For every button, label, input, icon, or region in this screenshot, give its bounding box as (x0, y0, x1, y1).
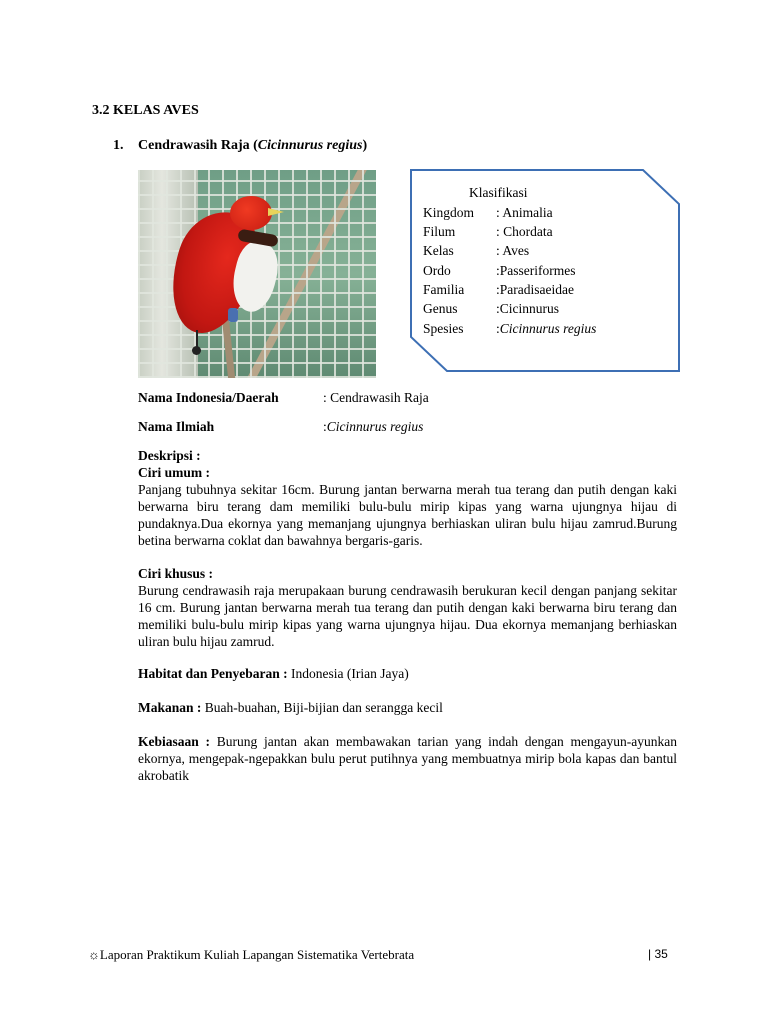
makanan-value: Buah-buahan, Biji-bijian dan serangga kecil (201, 700, 443, 715)
classification-row-kelas (423, 243, 529, 259)
item-close: ) (362, 138, 368, 153)
classification-value: :Passeriformes (496, 263, 576, 278)
item-title (113, 138, 367, 154)
bird-photo (138, 170, 376, 378)
ciri-umum-label: Ciri umum : (138, 465, 210, 480)
habitat-line (138, 665, 677, 682)
classification-row-filum (423, 224, 553, 240)
ciri-khusus-label: Ciri khusus : (138, 566, 214, 581)
classification-value: :Cicinnurus (496, 301, 559, 316)
classification-value: : Aves (496, 243, 530, 258)
item-number: 1. (113, 138, 124, 153)
page-number: | 35 (648, 947, 668, 961)
nama-ilmiah-prefix: : (323, 419, 327, 434)
classification-value: :Paradisaeidae (496, 282, 574, 297)
ciri-umum-text: Panjang tubuhnya sekitar 16cm. Burung jantan berwarna merah tua terang dan putih dengan kaki berwarna biru terang dam memiliki bulu-bulu mirip kipas yang warna ujungnya hijau di pundaknya.Dua ekornya yang memanjang ujungnya berhiaskan uliran bulu hijau zamrud.Burung betina berwarna coklat dan bawahnya bergaris-garis. (138, 482, 677, 548)
kebiasaan-value: Burung jantan akan membawakan tarian yang indah dengan mengayun-ayunkan ekornya, mengepak-ngepakkan bulu perut putihnya yang membuatnya mirip bola kapas dan bantul akrobatik (138, 734, 677, 783)
classification-row-ordo (423, 263, 575, 279)
classification-label: Kelas (423, 243, 454, 258)
classification-value: : Chordata (496, 224, 553, 239)
classification-label: Kingdom (423, 205, 475, 220)
item-name: Cendrawasih Raja ( (138, 138, 258, 153)
kebiasaan-paragraph (138, 733, 677, 784)
deskripsi-label: Deskripsi : (138, 448, 201, 463)
classification-label: Familia (423, 282, 465, 297)
classification-label: Spesies (423, 321, 464, 336)
classification-value: : (496, 321, 500, 336)
classification-label: Genus (423, 301, 458, 316)
classification-row-spesies (423, 321, 596, 337)
nama-ilmiah-label: Nama Ilmiah (138, 419, 215, 434)
nama-ilmiah-value (323, 419, 423, 435)
classification-label: Ordo (423, 263, 451, 278)
classification-value-italic: Cicinnurus regius (499, 321, 597, 336)
item-scientific-name: Cicinnurus regius (257, 138, 363, 153)
nama-indonesia-label: Nama Indonesia/Daerah (138, 390, 279, 405)
habitat-value: Indonesia (Irian Jaya) (287, 666, 409, 681)
makanan-label: Makanan : (138, 700, 202, 715)
footer-text: ☼Laporan Praktikum Kuliah Lapangan Sistematika Vertebrata (88, 947, 415, 962)
kebiasaan-label: Kebiasaan : (138, 734, 210, 749)
habitat-label: Habitat dan Penyebaran : (138, 666, 288, 681)
classification-row-kingdom (423, 205, 553, 221)
classification-title: Klasifikasi (469, 185, 528, 200)
classification-row-genus (423, 301, 559, 317)
ciri-khusus-text: Burung cendrawasih raja merupakaan burung cendrawasih berukuran kecil dengan panjang sekitar 16 cm. Burung jantan berwarna merah tua terang dan putih dengan kaki berwarna biru terang dan memiliki bulu-bulu mirip kipas yang warna ujungnya hijau. Dua ekornya memanjang berhiaskan uliran bulu hijau zamrud. (138, 583, 677, 649)
classification-row-familia (423, 282, 574, 298)
section-title: 3.2 KELAS AVES (92, 103, 199, 118)
classification-value: : Animalia (496, 205, 553, 220)
nama-indonesia-value: : Cendrawasih Raja (323, 390, 429, 405)
makanan-line (138, 699, 677, 716)
classification-label: Filum (423, 224, 456, 239)
nama-ilmiah-text: Cicinnurus regius (326, 419, 424, 434)
